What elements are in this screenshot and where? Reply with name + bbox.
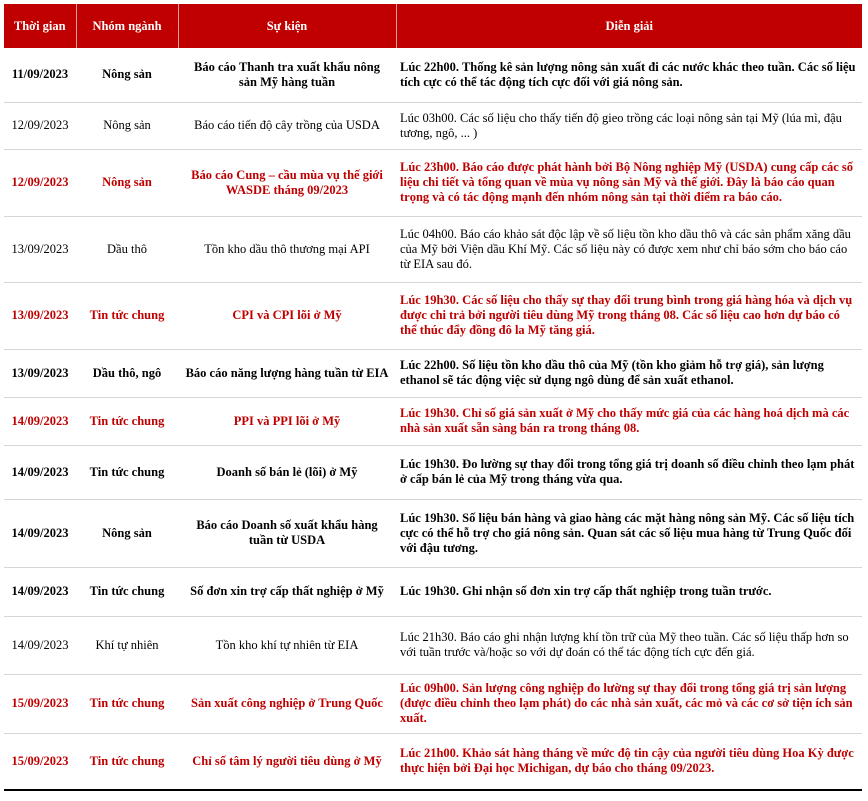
row-description: Lúc 19h30. Ghi nhận số đơn xin trợ cấp thất nghiệp trong tuần trước. [396,567,862,616]
row-date: 14/09/2023 [4,499,76,567]
row-description: Lúc 19h30. Số liệu bán hàng và giao hàng các mặt hàng nông sản Mỹ. Các số liệu tích cực có thể hỗ trợ cho giá nông sản. Quan sát các số liệu mua hàng từ Trung Quốc đối với đậu tương. [396,499,862,567]
row-date: 14/09/2023 [4,567,76,616]
row-date: 15/09/2023 [4,674,76,733]
row-description: Lúc 19h30. Các số liệu cho thấy sự thay đổi trung bình trong giá hàng hóa và dịch vụ được chi trả bởi người tiêu dùng Mỹ trong tháng 08. Các số liệu cao hơn dự báo có thể thúc đẩy đồng đô la Mỹ tăng giá. [396,282,862,349]
table-row [4,216,862,282]
row-sector: Nông sản [76,149,178,216]
row-description: Lúc 22h00. Thống kê sản lượng nông sản xuất đi các nước khác theo tuần. Các số liệu tích cực có thể tác động tích cực đối với giá nông sản. [396,48,862,102]
row-sector: Dầu thô, ngô [76,349,178,397]
row-event: Báo cáo Thanh tra xuất khẩu nông sản Mỹ hàng tuần [178,48,396,102]
row-event: Báo cáo tiến độ cây trồng của USDA [178,102,396,149]
row-description: Lúc 21h30. Báo cáo ghi nhận lượng khí tồn trữ của Mỹ theo tuần. Các số liệu thấp hơn so với tuần trước và/hoặc so với dự đoán có thể tác động tích cực đến giá. [396,616,862,674]
row-event: Tồn kho dầu thô thương mại API [178,216,396,282]
row-description: Lúc 03h00. Các số liệu cho thấy tiến độ gieo trồng các loại nông sản tại Mỹ (lúa mì, đậu tương, ngô, ... ) [396,102,862,149]
table-row [4,349,862,397]
row-description: Lúc 19h30. Đo lường sự thay đổi trong tổng giá trị doanh số điều chỉnh theo lạm phát ở cấp bán lẻ của Mỹ trong tháng vừa qua. [396,445,862,499]
row-sector: Tin tức chung [76,397,178,445]
row-sector: Tin tức chung [76,674,178,733]
table-row [4,499,862,567]
row-sector: Nông sản [76,48,178,102]
row-event: Báo cáo năng lượng hàng tuần từ EIA [178,349,396,397]
header-event: Sự kiện [178,4,396,48]
row-date: 13/09/2023 [4,349,76,397]
economic-calendar-table [4,4,862,791]
row-description: Lúc 04h00. Báo cáo khảo sát độc lập về số liệu tồn kho dầu thô và các sản phẩm xăng dầu của Mỹ bởi Viện dầu Khí Mỹ. Các số liệu này có được xem như chỉ báo sớm cho báo cáo từ EIA sau đó. [396,216,862,282]
row-date: 14/09/2023 [4,616,76,674]
row-sector: Tin tức chung [76,733,178,790]
row-event: Tồn kho khí tự nhiên từ EIA [178,616,396,674]
table-row [4,102,862,149]
row-description: Lúc 23h00. Báo cáo được phát hành bởi Bộ Nông nghiệp Mỹ (USDA) cung cấp các số liệu chi tiết và tổng quan về mùa vụ nông sản Mỹ và thế giới. Đây là báo cáo quan trọng và có tác động mạnh đến nhóm nông sản tại thời điểm ra báo cáo. [396,149,862,216]
row-sector: Dầu thô [76,216,178,282]
row-sector: Tin tức chung [76,445,178,499]
row-date: 13/09/2023 [4,216,76,282]
event-calendar [4,4,862,791]
table-row [4,616,862,674]
row-sector: Tin tức chung [76,282,178,349]
row-description: Lúc 22h00. Số liệu tồn kho dầu thô của Mỹ (tồn kho giảm hỗ trợ giá), sản lượng ethanol sẽ tác động việc sử dụng ngô dùng để sản xuất ethanol. [396,349,862,397]
table-row [4,567,862,616]
row-description: Lúc 21h00. Khảo sát hàng tháng về mức độ tin cậy của người tiêu dùng Hoa Kỳ được thực hiện bởi Đại học Michigan, dự báo cho tháng 09/2023. [396,733,862,790]
row-sector: Nông sản [76,499,178,567]
row-date: 11/09/2023 [4,48,76,102]
table-header-row [4,4,862,48]
row-date: 13/09/2023 [4,282,76,349]
row-description: Lúc 19h30. Chỉ số giá sản xuất ở Mỹ cho thấy mức giá của các hàng hoá dịch mà các nhà sản xuất sẵn sàng bán ra trong tháng 08. [396,397,862,445]
row-event: Số đơn xin trợ cấp thất nghiệp ở Mỹ [178,567,396,616]
row-sector: Khí tự nhiên [76,616,178,674]
row-date: 12/09/2023 [4,102,76,149]
row-date: 12/09/2023 [4,149,76,216]
table-row [4,674,862,733]
table-row [4,733,862,790]
row-event: Chỉ số tâm lý người tiêu dùng ở Mỹ [178,733,396,790]
table-row [4,48,862,102]
table-row [4,149,862,216]
table-row [4,397,862,445]
row-sector: Tin tức chung [76,567,178,616]
table-row [4,445,862,499]
header-description: Diễn giải [396,4,862,48]
row-date: 15/09/2023 [4,733,76,790]
header-date: Thời gian [4,4,76,48]
row-date: 14/09/2023 [4,445,76,499]
row-event: PPI và PPI lõi ở Mỹ [178,397,396,445]
row-event: Doanh số bán lẻ (lõi) ở Mỹ [178,445,396,499]
table-row [4,282,862,349]
row-description: Lúc 09h00. Sản lượng công nghiệp đo lường sự thay đổi trong tổng giá trị sản lượng (được điều chỉnh theo lạm phát) do các nhà sản xuất, các mỏ và các cơ sở tiện ích sản xuất. [396,674,862,733]
row-date: 14/09/2023 [4,397,76,445]
row-event: Báo cáo Cung – cầu mùa vụ thế giới WASDE tháng 09/2023 [178,149,396,216]
row-event: CPI và CPI lõi ở Mỹ [178,282,396,349]
row-event: Sản xuất công nghiệp ở Trung Quốc [178,674,396,733]
row-event: Báo cáo Doanh số xuất khẩu hàng tuần từ USDA [178,499,396,567]
row-sector: Nông sản [76,102,178,149]
header-sector: Nhóm ngành [76,4,178,48]
